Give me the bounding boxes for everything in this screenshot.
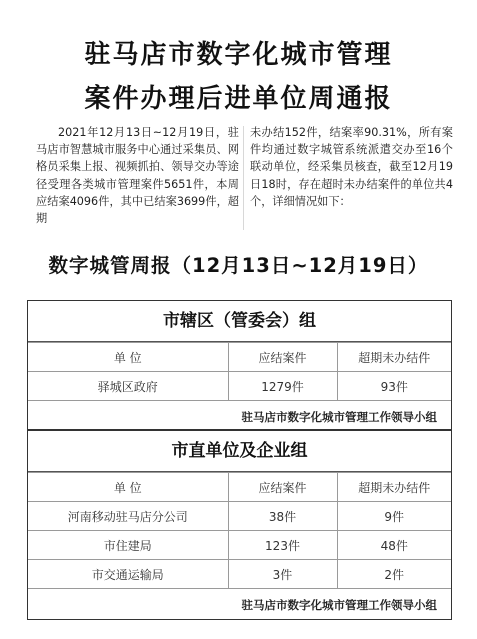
header-due-cases: 应结案件 bbox=[228, 343, 337, 372]
row-due-cases: 123件 bbox=[228, 531, 337, 560]
table-row bbox=[28, 560, 451, 589]
row-unit: 市住建局 bbox=[28, 531, 228, 560]
row-overdue-cases: 93件 bbox=[337, 372, 451, 401]
row-due-cases: 38件 bbox=[228, 502, 337, 531]
district-group-panel bbox=[27, 300, 452, 430]
header-overdue-cases: 超期未办结件 bbox=[337, 473, 451, 502]
municipal-group-signature: 驻马店市数字化城市管理工作领导小组 bbox=[241, 598, 437, 612]
header-unit: 单 位 bbox=[28, 473, 228, 502]
municipal-group-table bbox=[28, 472, 451, 589]
intro-paragraph-left: 2021年12月13日~12月19日，驻马店市智慧城市服务中心通过采集员、网格员采集上报、视频抓拍、领导交办等途径受理各类城市管理案件5651件，本周应结案4096件，其中已结案3699件，超期 bbox=[36, 126, 239, 226]
row-due-cases: 3件 bbox=[228, 560, 337, 589]
header-unit: 单 位 bbox=[28, 343, 228, 372]
intro-column-right bbox=[250, 124, 453, 210]
table-header-row bbox=[28, 343, 451, 372]
headline-line-1: 驻马店市数字化城市管理 bbox=[84, 40, 393, 70]
row-overdue-cases: 2件 bbox=[337, 560, 451, 589]
row-overdue-cases: 48件 bbox=[337, 531, 451, 560]
headline-line-2: 案件办理后进单位周通报 bbox=[84, 84, 393, 114]
weekly-report-title: 数字城管周报（12月13日~12月19日） bbox=[48, 254, 429, 277]
municipal-group-panel bbox=[27, 430, 452, 620]
row-overdue-cases: 9件 bbox=[337, 502, 451, 531]
row-unit: 河南移动驻马店分公司 bbox=[28, 502, 228, 531]
column-divider bbox=[243, 126, 244, 230]
header-overdue-cases: 超期未办结件 bbox=[337, 343, 451, 372]
header-due-cases: 应结案件 bbox=[228, 473, 337, 502]
district-group-table bbox=[28, 342, 451, 401]
intro-paragraph-right: 未办结152件，结案率90.31%，所有案件均通过数字城管系统派遣交办至16个联动单位，经采集员核查，截至12月19日18时，存在超时未办结案件的单位共4个，详细情况如下： bbox=[250, 126, 453, 208]
table-row bbox=[28, 531, 451, 560]
district-group-signature: 驻马店市数字化城市管理工作领导小组 bbox=[241, 410, 437, 424]
row-unit: 市交通运输局 bbox=[28, 560, 228, 589]
table-header-row bbox=[28, 473, 451, 502]
row-unit: 驿城区政府 bbox=[28, 372, 228, 401]
table-row bbox=[28, 502, 451, 531]
intro-column-left bbox=[36, 124, 239, 227]
district-group-title: 市辖区（管委会）组 bbox=[28, 301, 451, 342]
row-due-cases: 1279件 bbox=[228, 372, 337, 401]
municipal-group-title: 市直单位及企业组 bbox=[28, 431, 451, 472]
table-row bbox=[28, 372, 451, 401]
